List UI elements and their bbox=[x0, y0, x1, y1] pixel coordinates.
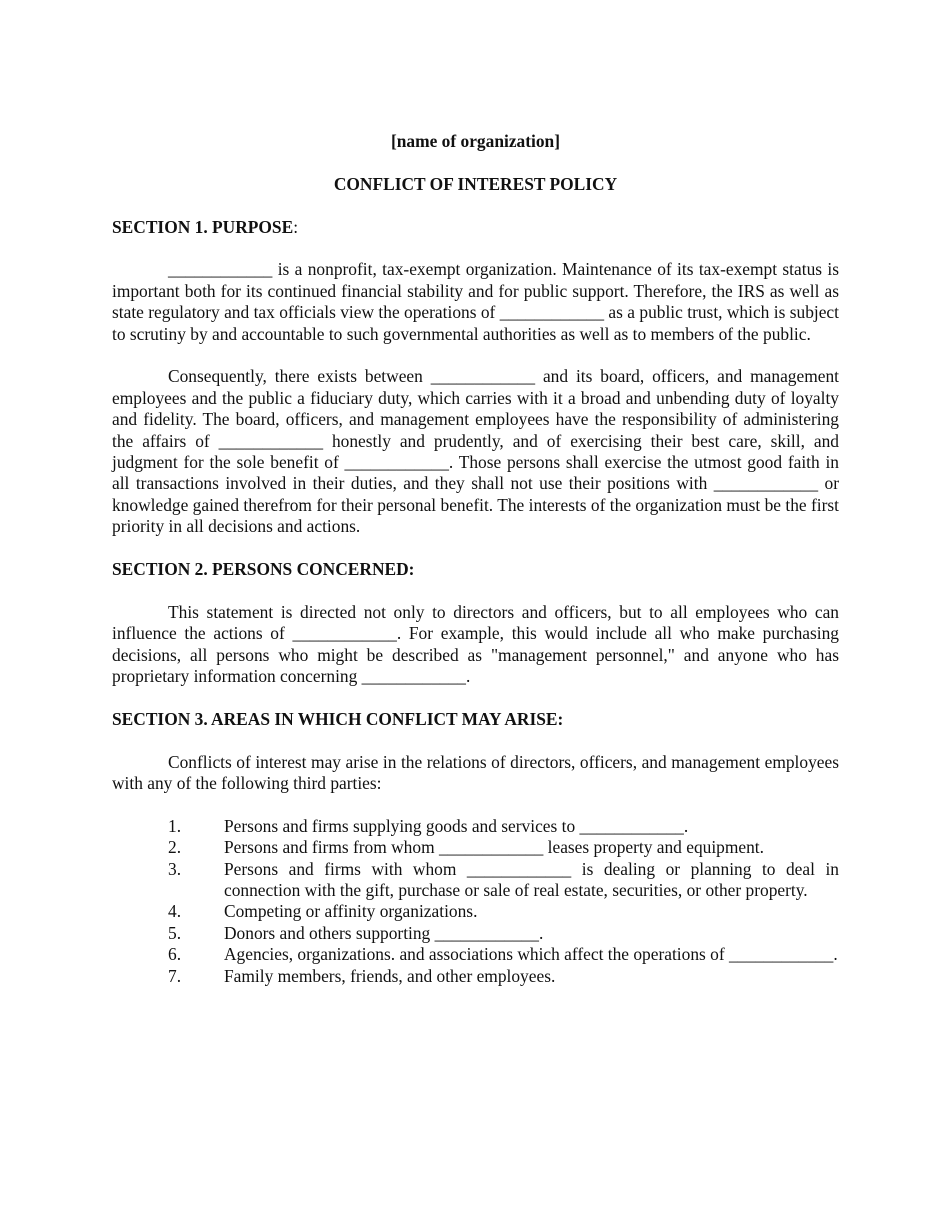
section-2-heading: SECTION 2. PERSONS CONCERNED: bbox=[112, 559, 415, 580]
section-1-paragraph-2: Consequently, there exists between ____________ and its board, officers, and management employees and the public a fiduciary duty, which carries with it a broad and unbending duty of loyalty and fidelity. The board, officers, and management employees have the responsibility of administering the affairs of ____________ honestly and prudently, and of exercising their best care, skill, and judgment for the sole benefit of ____________. Those persons shall exercise the utmost good faith in all transactions involved in their duties, and they shall not use their positions with ____________ or knowledge gained therefrom for their personal benefit. The interests of the organization must be the first priority in all decisions and actions. bbox=[112, 366, 839, 537]
section-1-heading-text: SECTION 1. PURPOSE bbox=[112, 216, 294, 237]
list-item-number: 6. bbox=[168, 944, 182, 965]
section-3-heading: SECTION 3. AREAS IN WHICH CONFLICT MAY ARISE: bbox=[112, 708, 564, 729]
list-item-number: 1. bbox=[168, 815, 182, 836]
list-item-text: Family members, friends, and other employees. bbox=[224, 965, 556, 986]
section-1-heading bbox=[112, 217, 839, 238]
list-item bbox=[112, 859, 839, 902]
list-item-number: 2. bbox=[168, 837, 182, 858]
section-1-heading-colon: : bbox=[293, 216, 299, 237]
list-item bbox=[112, 901, 839, 922]
list-item-text: Persons and firms with whom ____________ is dealing or planning to deal in connection with the gift, purchase or sale of real estate, securities, or other property. bbox=[224, 858, 839, 901]
section-3-paragraph-1: Conflicts of interest may arise in the relations of directors, officers, and management employees with any of the following third parties: bbox=[112, 751, 839, 794]
list-item-text: Donors and others supporting ____________. bbox=[224, 922, 544, 943]
list-item-number: 7. bbox=[168, 965, 182, 986]
list-item bbox=[112, 816, 839, 837]
list-item-text: Agencies, organizations. and associations which affect the operations of ____________. bbox=[224, 944, 838, 965]
section-1-paragraph-1: ____________ is a nonprofit, tax-exempt organization. Maintenance of its tax-exempt status is important both for its continued financial stability and for public support. Therefore, the IRS as well as state regulatory and tax officials view the operations of ____________ as a public trust, which is subject to scrutiny by and accountable to such governmental authorities as well as to members of the public. bbox=[112, 259, 839, 344]
conflict-party-list bbox=[112, 816, 839, 987]
list-item bbox=[112, 837, 839, 858]
list-item-text: Persons and firms from whom ____________ leases property and equipment. bbox=[224, 837, 764, 858]
list-item-number: 5. bbox=[168, 922, 182, 943]
list-item-text: Persons and firms supplying goods and services to ____________. bbox=[224, 815, 689, 836]
section-2-paragraph-1: This statement is directed not only to directors and officers, but to all employees who can influence the actions of ____________. For example, this would include all who make purchasing decisions, all persons who might be described as "management personnel," and anyone who has proprietary information concerning ____________. bbox=[112, 601, 839, 687]
document-page bbox=[112, 131, 839, 987]
list-item bbox=[112, 944, 839, 965]
document-title: CONFLICT OF INTEREST POLICY bbox=[333, 173, 618, 194]
list-item bbox=[112, 923, 839, 944]
list-item-number: 3. bbox=[168, 858, 182, 879]
list-item-number: 4. bbox=[168, 901, 182, 922]
list-item-text: Competing or affinity organizations. bbox=[224, 901, 478, 922]
organization-name: [name of organization] bbox=[390, 131, 561, 151]
list-item bbox=[112, 966, 839, 987]
